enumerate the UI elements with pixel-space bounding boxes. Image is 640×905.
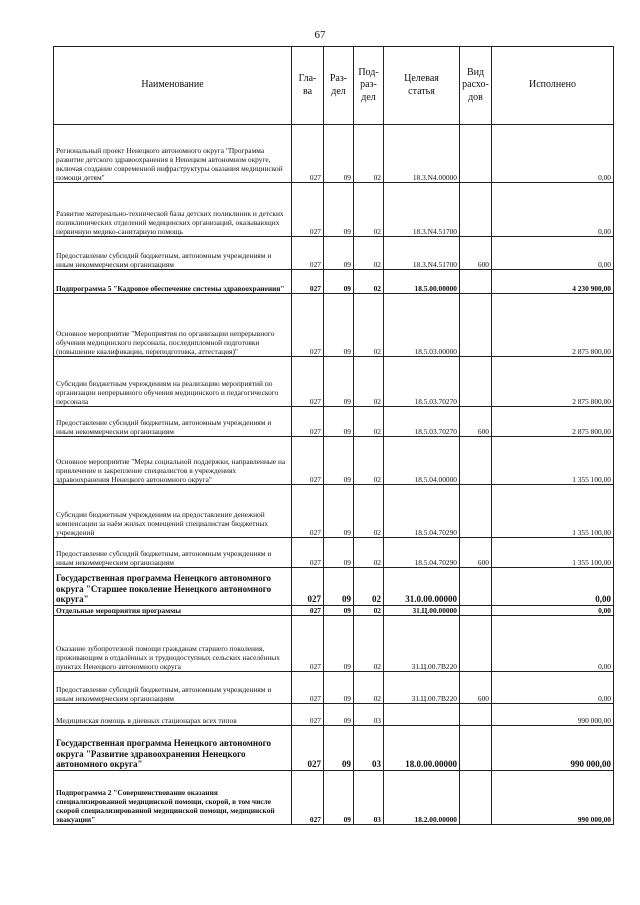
table-row xyxy=(54,616,614,672)
row-chapter: 027 xyxy=(292,125,324,183)
row-subsection: 02 xyxy=(354,125,384,183)
row-section: 09 xyxy=(324,437,354,485)
table-row xyxy=(54,726,614,771)
row-expense-type xyxy=(460,726,492,771)
row-subsection: 02 xyxy=(354,606,384,616)
row-executed-amount: 0,00 xyxy=(492,606,614,616)
header-section: Раз- дел xyxy=(324,47,354,125)
row-expense-type: 600 xyxy=(460,538,492,568)
row-name: Субсидии бюджетным учреждениям на предоставление денежной компенсации за наём жилых помещений специалистам бюджетных учреждений xyxy=(54,485,292,538)
row-section: 09 xyxy=(324,357,354,407)
header-chapter: Гла- ва xyxy=(292,47,324,125)
row-subsection: 03 xyxy=(354,704,384,726)
row-chapter: 027 xyxy=(292,294,324,357)
table-row xyxy=(54,485,614,538)
page-number: 67 xyxy=(314,29,326,41)
row-target-article: 18.0.00.00000 xyxy=(384,726,460,771)
table-row xyxy=(54,237,614,270)
row-target-article xyxy=(384,704,460,726)
row-chapter: 027 xyxy=(292,606,324,616)
row-executed-amount: 2 875 800,00 xyxy=(492,407,614,437)
row-expense-type xyxy=(460,771,492,825)
table-row xyxy=(54,357,614,407)
row-name: Предоставление субсидий бюджетным, автономным учреждениям и иным некоммерческим организациям xyxy=(54,407,292,437)
table-header-row xyxy=(54,47,614,125)
row-executed-amount: 1 355 100,00 xyxy=(492,485,614,538)
row-target-article: 18.5.04.70290 xyxy=(384,538,460,568)
row-chapter: 027 xyxy=(292,538,324,568)
row-expense-type xyxy=(460,616,492,672)
row-executed-amount: 990 000,00 xyxy=(492,726,614,771)
row-name: Государственная программа Ненецкого автономного округа "Развитие здравоохранения Ненецкого автономного округа" xyxy=(54,726,292,771)
row-expense-type: 600 xyxy=(460,237,492,270)
row-chapter: 027 xyxy=(292,270,324,294)
row-executed-amount: 0,00 xyxy=(492,568,614,606)
row-target-article: 18.3.N4.51700 xyxy=(384,183,460,237)
row-section: 09 xyxy=(324,568,354,606)
table-row xyxy=(54,270,614,294)
row-target-article: 18.3.N4.51700 xyxy=(384,237,460,270)
row-executed-amount: 4 230 900,00 xyxy=(492,270,614,294)
table-row xyxy=(54,437,614,485)
table-row xyxy=(54,704,614,726)
row-name: Медицинская помощь в дневных стационарах всех типов xyxy=(54,704,292,726)
row-target-article: 31.Ц.00.00000 xyxy=(384,606,460,616)
row-name: Оказание зубопротезной помощи гражданам старшего поколения, проживающим в отдалённых и труднодоступных сельских населённых пунктах Ненецкого автономного округа xyxy=(54,616,292,672)
row-section: 09 xyxy=(324,183,354,237)
table-row xyxy=(54,672,614,704)
row-subsection: 02 xyxy=(354,616,384,672)
row-subsection: 03 xyxy=(354,726,384,771)
row-section: 09 xyxy=(324,237,354,270)
table-row xyxy=(54,183,614,237)
table-row xyxy=(54,568,614,606)
row-expense-type xyxy=(460,485,492,538)
row-subsection: 02 xyxy=(354,407,384,437)
row-name: Отдельные мероприятия программы xyxy=(54,606,292,616)
row-name: Предоставление субсидий бюджетным, автономным учреждениям и иным некоммерческим организациям xyxy=(54,538,292,568)
row-chapter: 027 xyxy=(292,771,324,825)
row-target-article: 18.5.03.70270 xyxy=(384,407,460,437)
header-target-article: Целевая статья xyxy=(384,47,460,125)
row-chapter: 027 xyxy=(292,616,324,672)
row-expense-type xyxy=(460,294,492,357)
row-executed-amount: 0,00 xyxy=(492,616,614,672)
row-chapter: 027 xyxy=(292,357,324,407)
row-name: Развитие материально-технической базы детских поликлиник и детских поликлинических отделений медицинских организаций, оказывающих первичную медико-санитарную помощь xyxy=(54,183,292,237)
row-chapter: 027 xyxy=(292,568,324,606)
row-expense-type xyxy=(460,437,492,485)
row-subsection: 02 xyxy=(354,357,384,407)
row-chapter: 027 xyxy=(292,726,324,771)
row-subsection: 02 xyxy=(354,270,384,294)
row-section: 09 xyxy=(324,771,354,825)
row-expense-type xyxy=(460,125,492,183)
row-executed-amount: 990 000,00 xyxy=(492,704,614,726)
row-name: Предоставление субсидий бюджетным, автономным учреждениям и иным некоммерческим организациям xyxy=(54,237,292,270)
row-chapter: 027 xyxy=(292,485,324,538)
row-executed-amount: 0,00 xyxy=(492,183,614,237)
row-name: Основное мероприятие "Мероприятия по организации непрерывного обучения медицинского персонала, последипломной подготовки (повышение квалификации, переподготовка, аттестация)" xyxy=(54,294,292,357)
table-row xyxy=(54,294,614,357)
row-name: Подпрограмма 2 "Совершенствование оказания специализированной медицинской помощи, скорой, в том числе скорой специализированной медицинской помощи, медицинской эвакуации" xyxy=(54,771,292,825)
row-expense-type xyxy=(460,606,492,616)
row-executed-amount: 1 355 100,00 xyxy=(492,538,614,568)
row-section: 09 xyxy=(324,407,354,437)
row-section: 09 xyxy=(324,606,354,616)
row-target-article: 31.0.00.00000 xyxy=(384,568,460,606)
row-section: 09 xyxy=(324,672,354,704)
row-expense-type xyxy=(460,704,492,726)
row-executed-amount: 2 875 800,00 xyxy=(492,294,614,357)
header-executed: Исполнено xyxy=(492,47,614,125)
row-subsection: 02 xyxy=(354,672,384,704)
row-target-article: 18.3.N4.00000 xyxy=(384,125,460,183)
header-name: Наименование xyxy=(54,47,292,125)
table-row xyxy=(54,771,614,825)
row-executed-amount: 0,00 xyxy=(492,237,614,270)
row-expense-type: 600 xyxy=(460,407,492,437)
row-target-article: 18.5.00.00000 xyxy=(384,270,460,294)
row-executed-amount: 1 355 100,00 xyxy=(492,437,614,485)
row-subsection: 03 xyxy=(354,771,384,825)
table-row xyxy=(54,407,614,437)
row-name: Подпрограмма 5 "Кадровое обеспечение системы здравоохранения" xyxy=(54,270,292,294)
row-section: 09 xyxy=(324,125,354,183)
row-section: 09 xyxy=(324,616,354,672)
row-section: 09 xyxy=(324,485,354,538)
row-target-article: 18.5.04.70290 xyxy=(384,485,460,538)
row-executed-amount: 0,00 xyxy=(492,672,614,704)
row-chapter: 027 xyxy=(292,237,324,270)
row-target-article: 18.5.03.70270 xyxy=(384,357,460,407)
row-target-article: 18.2.00.00000 xyxy=(384,771,460,825)
row-expense-type xyxy=(460,270,492,294)
row-executed-amount: 990 000,00 xyxy=(492,771,614,825)
row-name: Государственная программа Ненецкого автономного округа "Старшее поколение Ненецкого автономного округа" xyxy=(54,568,292,606)
row-subsection: 02 xyxy=(354,568,384,606)
row-subsection: 02 xyxy=(354,183,384,237)
row-section: 09 xyxy=(324,270,354,294)
row-executed-amount: 0,00 xyxy=(492,125,614,183)
row-subsection: 02 xyxy=(354,485,384,538)
row-expense-type: 600 xyxy=(460,672,492,704)
header-expense-type: Вид расхо- дов xyxy=(460,47,492,125)
row-target-article: 31.Ц.00.7В220 xyxy=(384,672,460,704)
row-chapter: 027 xyxy=(292,672,324,704)
row-subsection: 02 xyxy=(354,538,384,568)
row-chapter: 027 xyxy=(292,437,324,485)
row-chapter: 027 xyxy=(292,407,324,437)
row-name: Предоставление субсидий бюджетным, автономным учреждениям и иным некоммерческим организациям xyxy=(54,672,292,704)
row-executed-amount: 2 875 800,00 xyxy=(492,357,614,407)
row-subsection: 02 xyxy=(354,294,384,357)
row-section: 09 xyxy=(324,294,354,357)
row-section: 09 xyxy=(324,726,354,771)
row-expense-type xyxy=(460,183,492,237)
row-name: Субсидии бюджетным учреждениям на реализацию мероприятий по организации непрерывного обучения медицинского и педагогического персонала xyxy=(54,357,292,407)
table-row xyxy=(54,606,614,616)
row-target-article: 18.5.04.00000 xyxy=(384,437,460,485)
table-row xyxy=(54,125,614,183)
table-row xyxy=(54,538,614,568)
header-subsection: Под- раз- дел xyxy=(354,47,384,125)
row-subsection: 02 xyxy=(354,437,384,485)
row-name: Региональный проект Ненецкого автономного округа "Программа развитие детского здравоохранения в Ненецком автономном округе, включая создание современной инфраструктуры оказания медицинской помощи детям" xyxy=(54,125,292,183)
row-expense-type xyxy=(460,568,492,606)
row-chapter: 027 xyxy=(292,183,324,237)
row-expense-type xyxy=(460,357,492,407)
row-target-article: 31.Ц.00.7В220 xyxy=(384,616,460,672)
row-chapter: 027 xyxy=(292,704,324,726)
row-section: 09 xyxy=(324,704,354,726)
row-name: Основное мероприятие "Меры социальной поддержки, направленные на привлечение и закрепление специалистов в учреждениях здравоохранения Ненецкого автономного округа" xyxy=(54,437,292,485)
row-target-article: 18.5.03.00000 xyxy=(384,294,460,357)
budget-table xyxy=(53,46,614,825)
row-section: 09 xyxy=(324,538,354,568)
row-subsection: 02 xyxy=(354,237,384,270)
